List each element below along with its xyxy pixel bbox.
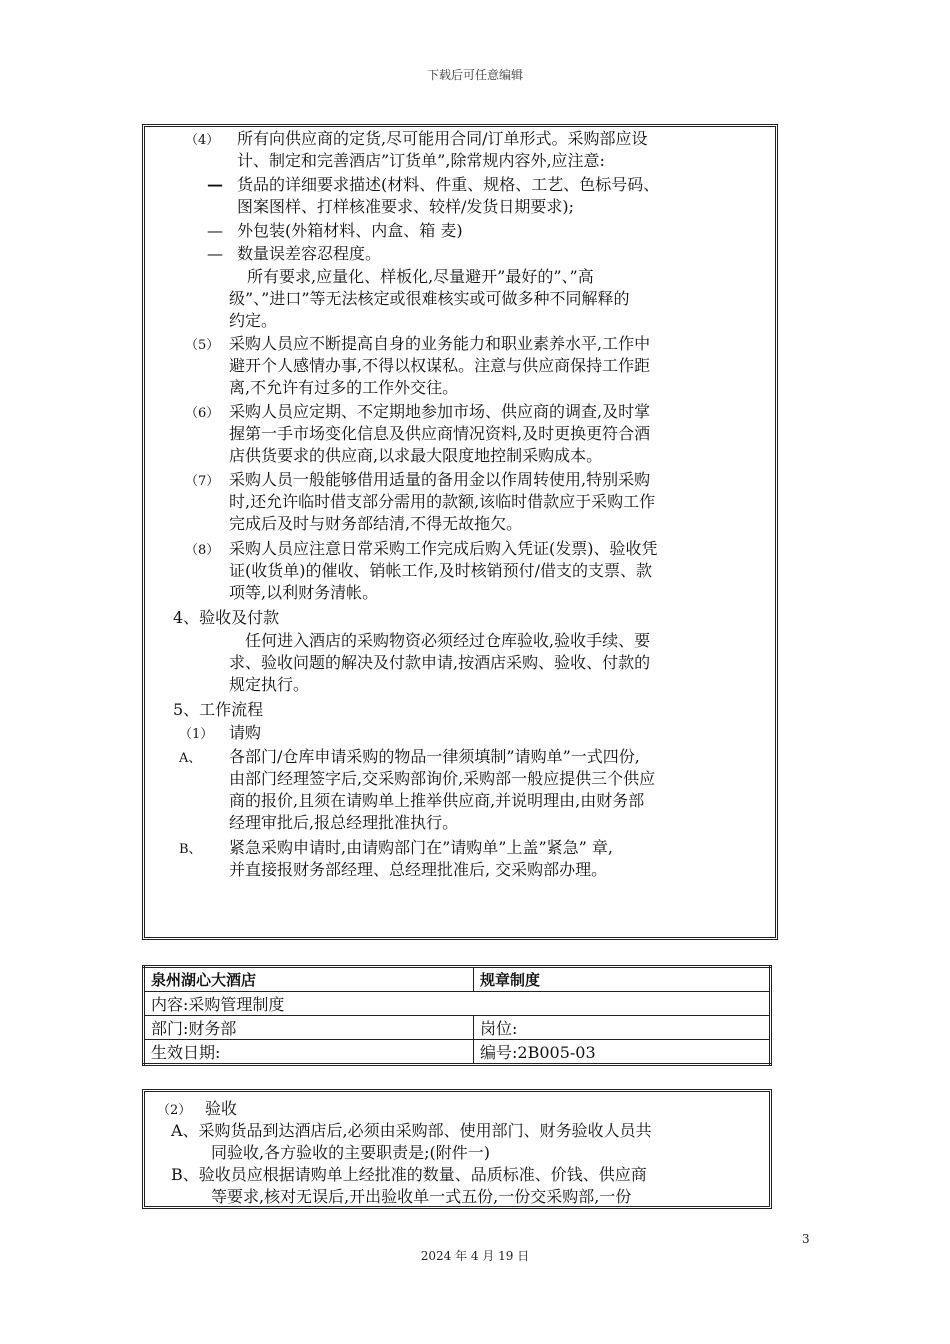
item-number: （1）	[179, 727, 214, 742]
footer-date: 2024 年 4 月 19 日	[420, 1249, 530, 1263]
page-number: 3	[802, 1232, 810, 1246]
content-box-2	[142, 1089, 772, 1209]
hotel-name: 泉州湖心大酒店	[144, 967, 474, 992]
text-line: 级”、”进口”等无法核定或很难核实或可做多种不同解释的	[229, 289, 630, 308]
text-line: 所有向供应商的定货,尽可能用合同/订单形式。采购部应设	[237, 129, 648, 148]
bullet-dash: —	[207, 175, 223, 194]
text-line: 规定执行。	[229, 675, 310, 694]
department-field: 部门:财务部	[144, 1016, 474, 1040]
text-line: B、验收员应根据请购单上经批准的数量、品质标准、价钱、供应商	[171, 1165, 647, 1184]
text-line: 各部门/仓库申请采购的物品一律须填制”请购单”一式四份,	[229, 747, 640, 766]
text-line: 采购人员应不断提高自身的业务能力和职业素养水平,工作中	[229, 334, 651, 353]
text-line: 求、验收问题的解决及付款申请,按酒店采购、验收、付款的	[229, 653, 651, 672]
text-line: 采购人员应注意日常采购工作完成后购入凭证(发票)、验收凭	[229, 539, 658, 558]
text-line: 证(收货单)的催收、销帐工作,及时核销预付/借支的支票、款	[229, 561, 652, 580]
item-letter: A、	[179, 751, 202, 766]
item-letter: B、	[179, 842, 202, 857]
section-heading: 5、工作流程	[173, 700, 264, 719]
text-line: 外包装(外箱材料、内盒、箱 麦)	[237, 221, 463, 240]
item-number: （7）	[185, 474, 220, 489]
text-line: 并直接报财务部经理、总经理批准后, 交采购部办理。	[229, 860, 608, 879]
subsection-label: 验收	[205, 1099, 238, 1118]
position-field: 岗位:	[474, 1016, 771, 1040]
item-number: （5）	[185, 338, 220, 353]
section-heading: 4、验收及付款	[173, 608, 280, 627]
text-line: 采购人员应定期、不定期地参加市场、供应商的调查,及时掌	[229, 402, 651, 421]
text-line: 经理审批后,报总经理批准执行。	[229, 813, 459, 832]
text-line: 任何进入酒店的采购物资必须经过仓库验收,验收手续、要	[245, 631, 651, 650]
text-line: 项等,以利财务清帐。	[229, 583, 379, 602]
text-line: 店供货要求的供应商,以求最大限度地控制采购成本。	[229, 446, 603, 465]
text-line: 约定。	[229, 311, 278, 330]
text-line: 货品的详细要求描述(材料、件重、规格、工艺、色标号码、	[237, 175, 660, 194]
text-line: 由部门经理签字后,交采购部询价,采购部一般应提供三个供应	[229, 769, 656, 788]
text-line: 完成后及时与财务部结清,不得无故拖欠。	[229, 514, 523, 533]
text-line: 握第一手市场变化信息及供应商情况资料,及时更换更符合酒	[229, 424, 651, 443]
item-number: （8）	[185, 543, 220, 558]
code-field: 编号:2B005-03	[474, 1040, 771, 1065]
text-line: A、采购货品到达酒店后,必须由采购部、使用部门、财务验收人员共	[171, 1121, 652, 1140]
bullet-dash: —	[207, 244, 223, 263]
effective-date-field: 生效日期:	[144, 1040, 474, 1065]
text-line: 等要求,核对无误后,开出验收单一式五份,一份交采购部,一份	[211, 1187, 632, 1206]
text-line: 同验收,各方验收的主要职责是;(附件一)	[211, 1143, 490, 1162]
document-type: 规章制度	[474, 967, 771, 992]
text-line: 离,不允许有过多的工作外交往。	[229, 378, 459, 397]
text-line: 图案图样、打样核准要求、较样/发货日期要求);	[237, 197, 575, 216]
text-line: 数量误差容忍程度。	[237, 244, 382, 263]
text-line: 商的报价,且须在请购单上推举供应商,并说明理由,由财务部	[229, 791, 645, 810]
item-number: （2）	[157, 1103, 192, 1118]
bullet-dash: —	[207, 221, 223, 240]
content-field: 内容:采购管理制度	[144, 992, 771, 1016]
text-line: 采购人员一般能够借用适量的备用金以作周转使用,特别采购	[229, 470, 651, 489]
text-line: 紧急采购申请时,由请购部门在”请购单”上盖”紧急” 章,	[229, 838, 613, 857]
text-line: 时,还允许临时借支部分需用的款额,该临时借款应于采购工作	[229, 492, 656, 511]
content-box-1	[142, 124, 778, 940]
text-line: 计、制定和完善酒店”订货单”,除常规内容外,应注意:	[237, 151, 605, 170]
subsection-label: 请购	[229, 723, 262, 742]
document-info-table	[142, 965, 772, 1066]
text-line: 所有要求,应量化、样板化,尽量避开”最好的”、”高	[247, 267, 594, 286]
item-number: （4）	[185, 133, 220, 148]
text-line: 避开个人感情办事,不得以权谋私。注意与供应商保持工作距	[229, 356, 651, 375]
item-number: （6）	[185, 406, 220, 421]
header-note: 下载后可任意编辑	[426, 68, 523, 82]
